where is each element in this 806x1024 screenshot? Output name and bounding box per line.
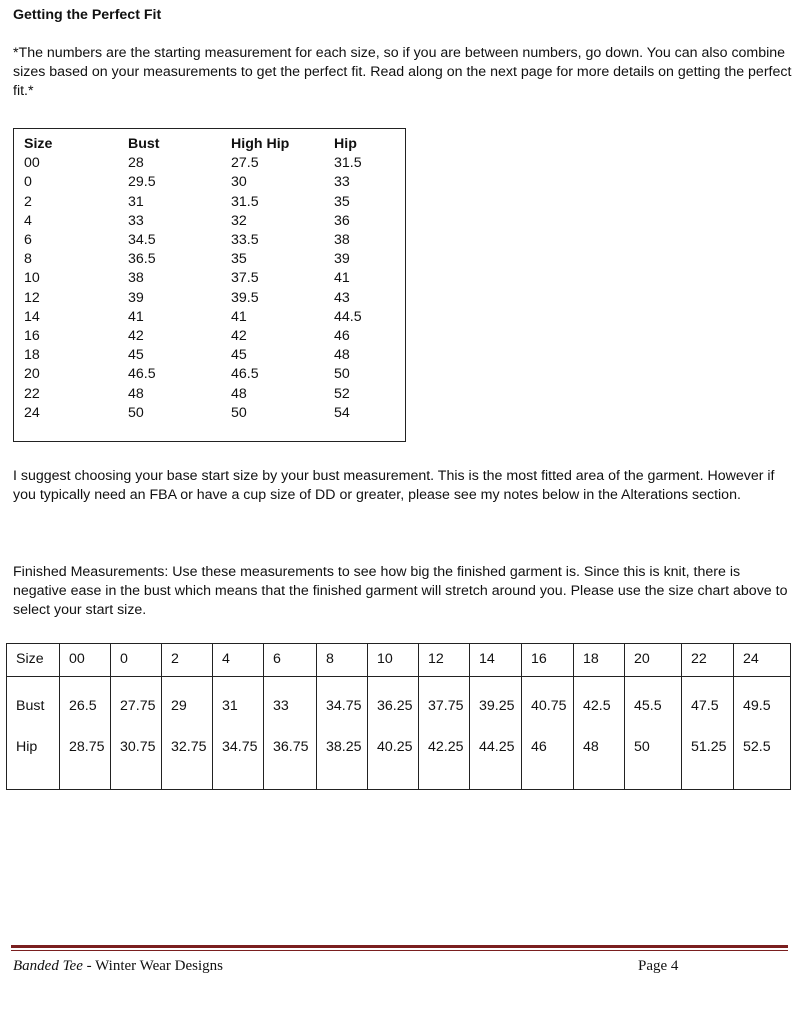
size-chart-cell: 36 — [334, 212, 350, 229]
finished-bust-cell: 31 — [213, 677, 264, 721]
finished-hip-cell: 52.5 — [734, 720, 791, 790]
size-chart-cell: 50 — [128, 404, 144, 421]
size-chart-cell: 00 — [24, 155, 40, 172]
finished-hip-cell: 50 — [625, 720, 682, 790]
size-chart-cell: 16 — [24, 328, 40, 344]
size-chart-cell: 42 — [231, 328, 247, 344]
size-chart-cell: 38 — [128, 270, 144, 287]
size-chart-cell: 22 — [24, 385, 40, 402]
finished-hip-row — [7, 720, 791, 790]
finished-bust-cell: 34.75 — [317, 677, 368, 721]
finished-bust-cell: 39.25 — [470, 677, 522, 721]
size-chart-cell: 2 — [24, 193, 32, 210]
size-chart-cell: 36.5 — [128, 251, 156, 268]
size-chart-cell: 30 — [231, 174, 247, 191]
footer-company: Winter Wear Designs — [95, 958, 223, 974]
finished-hip-cell: 28.75 — [60, 720, 111, 790]
finished-hip-cell: 34.75 — [213, 720, 264, 790]
footer-rule — [11, 945, 788, 948]
finished-bust-cell: 45.5 — [625, 677, 682, 721]
finished-hip-cell: 38.25 — [317, 720, 368, 790]
size-chart-cell: 12 — [24, 289, 40, 306]
finished-bust-cell: 29 — [162, 677, 213, 721]
size-chart-cell: 39 — [128, 289, 144, 306]
size-chart-cell: 46.5 — [231, 366, 259, 383]
size-chart-cell: 46.5 — [128, 366, 156, 383]
size-chart-cell: 45 — [231, 347, 247, 364]
size-chart-cell: 41 — [334, 270, 350, 287]
size-chart-header-cell: High Hip — [231, 136, 290, 152]
finished-hip-cell: 51.25 — [682, 720, 734, 790]
size-chart-cell: 50 — [231, 404, 247, 421]
finished-hip-cell: Hip — [7, 720, 60, 790]
finished-size-cell: 0 — [111, 644, 162, 677]
size-chart-cell: 41 — [128, 308, 144, 325]
finished-size-cell: 20 — [625, 644, 682, 677]
size-chart-cell: 33.5 — [231, 232, 259, 248]
finished-size-cell: 10 — [368, 644, 419, 677]
size-chart-header-cell: Size — [24, 136, 53, 152]
finished-bust-cell: Bust — [7, 677, 60, 721]
size-chart — [13, 128, 406, 442]
size-chart-cell: 34.5 — [128, 232, 156, 248]
finished-size-cell: 14 — [470, 644, 522, 677]
size-chart-cell: 48 — [231, 385, 247, 402]
size-chart-cell: 10 — [24, 270, 40, 287]
size-chart-cell: 18 — [24, 347, 40, 364]
size-chart-cell: 43 — [334, 289, 350, 306]
finished-hip-cell: 44.25 — [470, 720, 522, 790]
finished-hip-cell: 40.25 — [368, 720, 419, 790]
size-chart-cell: 32 — [231, 212, 247, 229]
finished-bust-row — [7, 677, 791, 721]
size-chart-cell: 31.5 — [334, 155, 362, 172]
size-chart-cell: 31 — [128, 193, 144, 210]
finished-bust-cell: 37.75 — [419, 677, 470, 721]
finished-measurements-paragraph: Finished Measurements: Use these measurements to see how big the finished garment is. Since this is knit, there is negative ease in the bust which means that the finished garment will stretch around you. Please use the size chart above to select your start size. — [13, 564, 788, 619]
size-chart-cell: 35 — [231, 251, 247, 268]
finished-hip-cell: 48 — [574, 720, 625, 790]
finished-bust-cell: 36.25 — [368, 677, 419, 721]
finished-bust-cell: 27.75 — [111, 677, 162, 721]
page-heading: Getting the Perfect Fit — [13, 7, 162, 23]
finished-hip-cell: 36.75 — [264, 720, 317, 790]
size-chart-cell: 39.5 — [231, 289, 259, 306]
finished-size-cell: 16 — [522, 644, 574, 677]
finished-bust-cell: 42.5 — [574, 677, 625, 721]
finished-size-cell: Size — [7, 644, 60, 677]
finished-size-cell: 22 — [682, 644, 734, 677]
size-chart-cell: 0 — [24, 174, 32, 191]
size-chart-cell: 37.5 — [231, 270, 259, 287]
footer-separator: - — [82, 958, 96, 974]
size-chart-cell: 44.5 — [334, 308, 362, 325]
finished-hip-cell: 30.75 — [111, 720, 162, 790]
size-chart-cell: 46 — [334, 328, 350, 344]
finished-size-row — [7, 644, 791, 677]
finished-size-cell: 6 — [264, 644, 317, 677]
finished-size-cell: 00 — [60, 644, 111, 677]
size-chart-cell: 28 — [128, 155, 144, 172]
size-chart-cell: 33 — [334, 174, 350, 191]
footer-title — [13, 957, 223, 976]
size-chart-cell: 41 — [231, 308, 247, 325]
finished-measurements-table — [6, 643, 791, 790]
size-chart-cell: 14 — [24, 308, 40, 325]
size-chart-cell: 35 — [334, 193, 350, 210]
size-chart-cell: 33 — [128, 212, 144, 229]
finished-hip-cell: 42.25 — [419, 720, 470, 790]
finished-hip-cell: 46 — [522, 720, 574, 790]
size-chart-cell: 52 — [334, 385, 350, 402]
base-size-paragraph: I suggest choosing your base start size by your bust measurement. This is the most fitted area of the garment. However if you typically need an FBA or have a cup size of DD or greater, please see my notes below in the Alterations section. — [13, 468, 775, 504]
size-chart-header-cell: Bust — [128, 136, 160, 152]
size-chart-cell: 45 — [128, 347, 144, 364]
size-chart-header-cell: Hip — [334, 136, 357, 152]
size-chart-cell: 54 — [334, 404, 350, 421]
finished-bust-cell: 47.5 — [682, 677, 734, 721]
size-chart-cell: 29.5 — [128, 174, 156, 191]
intro-paragraph: *The numbers are the starting measurement for each size, so if you are between numbers, go down. You can also combine sizes based on your measurements to get the perfect fit. Read along on the next page for more details on getting the perfect fit.* — [13, 45, 792, 100]
size-chart-cell: 50 — [334, 366, 350, 383]
size-chart-cell: 48 — [128, 385, 144, 402]
footer-rule-thin — [11, 950, 788, 951]
size-chart-cell: 48 — [334, 347, 350, 364]
size-chart-cell: 8 — [24, 251, 32, 268]
size-chart-cell: 38 — [334, 232, 350, 248]
footer-brand: Banded Tee — [13, 958, 83, 974]
size-chart-cell: 42 — [128, 328, 144, 344]
size-chart-cell: 24 — [24, 404, 40, 421]
finished-size-cell: 8 — [317, 644, 368, 677]
size-chart-cell: 39 — [334, 251, 350, 268]
size-chart-cell: 20 — [24, 366, 40, 383]
finished-size-cell: 4 — [213, 644, 264, 677]
size-chart-cell: 27.5 — [231, 155, 259, 172]
finished-size-cell: 2 — [162, 644, 213, 677]
finished-bust-cell: 40.75 — [522, 677, 574, 721]
size-chart-cell: 6 — [24, 232, 32, 248]
size-chart-cell: 31.5 — [231, 193, 259, 210]
size-chart-cell: 4 — [24, 212, 32, 229]
finished-size-cell: 12 — [419, 644, 470, 677]
finished-bust-cell: 49.5 — [734, 677, 791, 721]
page-number: Page 4 — [638, 958, 679, 974]
finished-bust-cell: 33 — [264, 677, 317, 721]
finished-hip-cell: 32.75 — [162, 720, 213, 790]
finished-size-cell: 24 — [734, 644, 791, 677]
finished-bust-cell: 26.5 — [60, 677, 111, 721]
finished-size-cell: 18 — [574, 644, 625, 677]
